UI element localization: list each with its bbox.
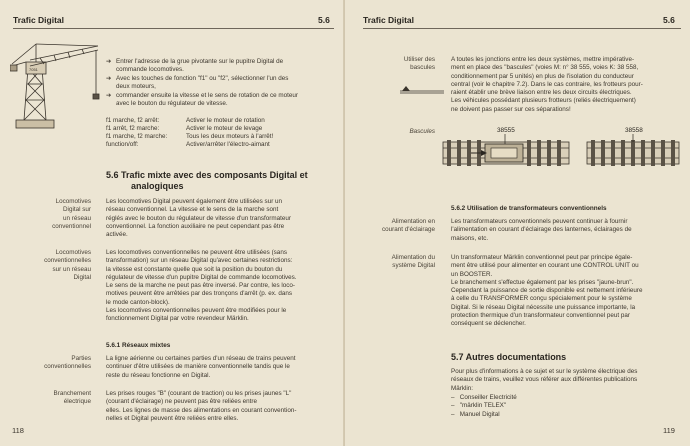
side-label-bascules: Utiliser des bascules [403,56,435,72]
paragraph-docs: Pour plus d'informations à ce sujet et sur le système électrique des réseaux de trains, veuillez vous référer aux différentes publications Märklin: [451,368,638,392]
function-key-2: f1 arrêt, f2 marche: [106,125,160,132]
function-value-1: Activer le moteur de rotation [186,117,265,124]
bullet-text-2b: deux moteurs, [116,83,156,90]
svg-text:7051: 7051 [29,67,38,72]
subheading-5-6-2: 5.6.2 Utilisation de transformateurs conventionnels [451,205,607,212]
function-value-4: Activer/arrêter l'électro-aimant [186,141,270,148]
function-key-4: function/off: [106,141,139,148]
paragraph-lighting-supply: Les transformateurs conventionnels peuvent continuer à fournir l'alimentation en courant d'éclairage des lanternes, éclairages de maisons, etc. [451,218,632,242]
bascule-track-figure [441,124,681,182]
bullet-arrow-icon: ➔ [106,75,112,82]
paragraph-conventional-locos: Les locomotives conventionnelles ne peuvent être utilisées (sans transformation) sur un réseau Digital qu'avec certaines restrictions: la vitesse est constante quelle que soit la position du bouton du régulateur de vitesse d'un pupitre Digital de commande locomotives. Le sens de la marche ne peut pas être inversé. Par contre, les loco- motives peuvent être arrêtées par des tronçons d'arrêt (p. ex. dans le mode canton-block). Les locomotives conventionnelles peuvent être modifiées pour le fonctionnement Digital par votre revendeur Märklin. [106,249,297,323]
side-label-digital-supply: Alimentation du système Digital [391,254,435,270]
left-header-rule [13,28,334,29]
bullet-text-3: commander ensuite la vitesse et le sens de rotation de ce moteur [116,92,299,99]
side-label-conventional-parts: Parties conventionnelles [44,355,91,371]
paragraph-digital-supply: Un transformateur Märklin conventionnel peut par principe égale- ment être utilisé pour alimenter en courant une CONTROL UNIT ou un BOOSTER. Le branchement s'effectue également par les prises "jaune-brun". Cependant la puissance de sortie disponible est nettement inférieure à celle du TRANSFORMER conçu spécialement pour le système Digital. Si le réseau Digital nécessite une puissance importante, la protection thermique d'un transformateur conventionnel peut par conséquent se déclencher. [451,254,643,328]
figure-part-38555: 38555 [497,127,515,134]
function-value-2: Activer le moteur de levage [186,125,263,132]
bullet-text-2: Avec les touches de fonction "f1" ou "f2", sélectionner l'un des [116,75,289,82]
doc-list-item: – Conseiller Electricité [451,394,517,401]
section-heading-5-6-line2: analogiques [131,181,184,191]
function-value-3: Tous les deux moteurs à l'arrêt! [186,133,274,140]
paragraph-bascules: A toutes les jonctions entre les deux systèmes, mettre impérative- ment en place des "bascules" (voies M: n° 38 555, voies K: 38 558, conditionnement par 5 unités) en plus de l'isolation du conducteur central (voir le chapitre 7.2). Dans le cas contraire, les frotteurs pour- raient établir une brève liaison entre les deux circuits électriques. Les véhicules possédant plusieurs frotteurs (reliés électriquement) ne doivent pas passer sur ces séparations! [451,56,643,113]
doc-list-item: – Manuel Digital [451,410,500,418]
bullet-text-3b: avec le bouton du régulateur de vitesse. [116,100,228,107]
function-key-1: f1 marche, f2 arrêt: [106,117,160,124]
right-header-section: 5.6 [663,15,675,25]
bascule-mini-diagram [400,84,444,94]
page-number-right: 119 [663,426,675,435]
doc-list [451,394,517,419]
figure-label-bascules: Bascules [409,128,435,135]
bullet-arrow-icon: ➔ [106,92,112,99]
paragraph-conventional-parts: La ligne aérienne ou certaines parties d'un réseau de trains peuvent continuer d'être utilisées de manière conventionnelle tandis que le reste du réseau fonctionne en Digital. [106,355,296,379]
bullet-arrow-icon: ➔ [106,58,112,65]
subheading-5-6-1: 5.6.1 Réseaux mixtes [106,342,171,349]
doc-list-item: – "märklin TELEX" [451,402,507,410]
page-number-left: 118 [12,426,24,435]
left-header-section: 5.6 [318,15,330,25]
side-label-digital-locos: Locomotives Digital sur un réseau conventionnel [52,198,91,230]
left-header-title: Trafic Digital [13,15,65,25]
side-label-conventional-locos: Locomotives conventionnelles sur un réseau Digital [44,249,91,281]
section-heading-5-6: 5.6 Trafic mixte avec des composants Digital et [106,170,308,180]
right-header-rule [363,28,681,29]
right-page [345,0,690,446]
figure-part-38558: 38558 [625,127,643,134]
bullet-text-1b: commande locomotives. [116,66,184,73]
side-label-lighting-supply: Alimentation en courant d'éclairage [381,218,435,234]
paragraph-digital-locos: Les locomotives Digital peuvent également être utilisées sur un réseau conventionnel. La vitesse et le sens de la marche sont réglés avec le bouton du régulateur de vitesse d'un transformateur conventionnel. La fonction auxiliaire ne peut cependant pas être activée. [106,198,291,239]
side-label-electric-connection: Branchement électrique [53,390,91,406]
bullet-text-1: Entrer l'adresse de la grue pivotante sur le pupitre Digital de [116,58,284,65]
paragraph-electric-connection: Les prises rouges "B" (courant de traction) ou les prises jaunes "L" (courant d'éclairage) ne peuvent pas être reliées entre elles. Les lignes de masse des alimentations en courant convention- nelles et Digital peuvent être reliées entre elles. [106,390,297,422]
crane-illustration [10,38,102,134]
right-header-title: Trafic Digital [363,15,415,25]
section-heading-5-7: 5.7 Autres documentations [451,352,567,362]
function-key-3: f1 marche, f2 marche: [106,133,168,140]
